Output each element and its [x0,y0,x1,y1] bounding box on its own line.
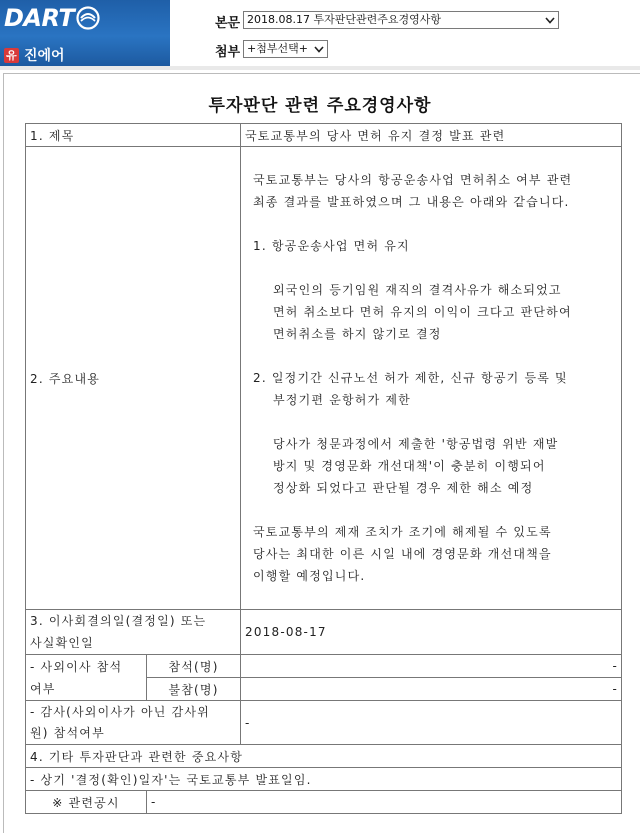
outside-director-label-cell [26,655,147,701]
chevron-down-icon[interactable] [311,41,327,57]
auditor-value-cell: - [241,701,622,745]
content-line: 최종 결과를 발표하였으며 그 내용은 아래와 같습니다. [253,195,570,209]
auditor-label-line: 원) 참석여부 [30,725,105,740]
absent-value-cell: - [241,678,622,701]
attachment-select-value: +첨부선택+ [247,42,308,55]
table-row [26,610,622,655]
table-row [26,745,622,768]
corp-name-label: 진에어 [24,48,65,64]
other-matters-label-cell: 4. 기타 투자판단과 관련한 중요사항 [26,745,622,768]
logo-text: DART [4,4,75,32]
dart-swirl-icon [76,6,100,30]
chevron-down-icon[interactable] [542,12,558,28]
decision-date-label-line: 사실확인일 [30,636,94,650]
content-line: 국토교통부의 제재 조치가 조기에 해제될 수 있도록 [253,525,552,539]
content-line: 이행할 예정입니다. [253,569,366,583]
table-row [26,768,622,791]
other-matters-note-cell: - 상기 '결정(확인)일자'는 국토교통부 발표일임. [26,768,622,791]
company-name [4,45,65,65]
content-line: 국토교통부는 당사의 항공운송사업 면허취소 여부 관련 [253,173,573,187]
header-divider [0,66,640,70]
attend-value-cell: - [241,655,622,678]
attachment-select[interactable] [243,40,328,58]
related-disclosure-label-cell: ※ 관련공시 [26,791,147,814]
main-content-label-cell: 2. 주요내용 [26,147,241,610]
content-line: 방지 및 경영문화 개선대책'이 충분히 이행되어 [273,459,546,473]
decision-date-label-cell [26,610,241,655]
content-line: 외국인의 등기임원 재직의 결격사유가 해소되었고 [273,283,562,297]
main-text-label: 본문 [215,16,241,31]
absent-label-cell: 불참(명) [147,678,241,701]
title-label-cell: 1. 제목 [26,124,241,147]
content-line: 면허취소를 하지 않기로 결정 [273,327,442,341]
table-row [26,791,622,814]
dart-logo[interactable] [4,4,100,32]
related-disclosure-value-cell: - [147,791,622,814]
main-content-cell [241,147,622,610]
auditor-label-cell [26,701,241,745]
main-report-select[interactable] [243,11,559,29]
logo-area [0,0,170,66]
table-row [26,701,622,745]
dart-header [0,0,640,66]
outside-director-label-line: - 사외이사 참석 [30,659,123,674]
main-report-select-value: 2018.08.17 투자판단관련주요경영사항 [247,13,441,26]
market-badge: 유 [4,48,19,63]
table-row [26,124,622,147]
decision-date-label-line: 3. 이사회결의일(결정일) 또는 [30,614,207,628]
content-line: 2. 일정기간 신규노선 허가 제한, 신규 항공기 등록 및 [253,371,568,385]
title-value-cell: 국토교통부의 당사 면허 유지 결정 발표 관련 [241,124,622,147]
content-line: 정상화 되었다고 판단될 경우 제한 해소 예정 [273,481,534,495]
content-line: 당사가 청문과정에서 제출한 '항공법령 위반 재발 [273,437,559,451]
attend-label-cell: 참석(명) [147,655,241,678]
table-row [26,147,622,610]
content-line: 부정기편 운항허가 제한 [273,393,411,407]
content-line: 면허 취소보다 면허 유지의 이익이 크다고 판단하여 [273,305,572,319]
auditor-label-line: - 감사(사외이사가 아닌 감사위 [30,704,210,719]
disclosure-table [25,123,622,814]
outside-director-label-line: 여부 [30,681,56,696]
decision-date-value-cell: 2018-08-17 [241,610,622,655]
attachment-label: 첨부 [215,45,241,60]
content-line: 당사는 최대한 이른 시일 내에 경영문화 개선대책을 [253,547,552,561]
content-line: 1. 항공운송사업 면허 유지 [253,239,410,253]
document-title: 투자판단 관련 주요경영사항 [208,96,432,116]
table-row [26,655,622,678]
